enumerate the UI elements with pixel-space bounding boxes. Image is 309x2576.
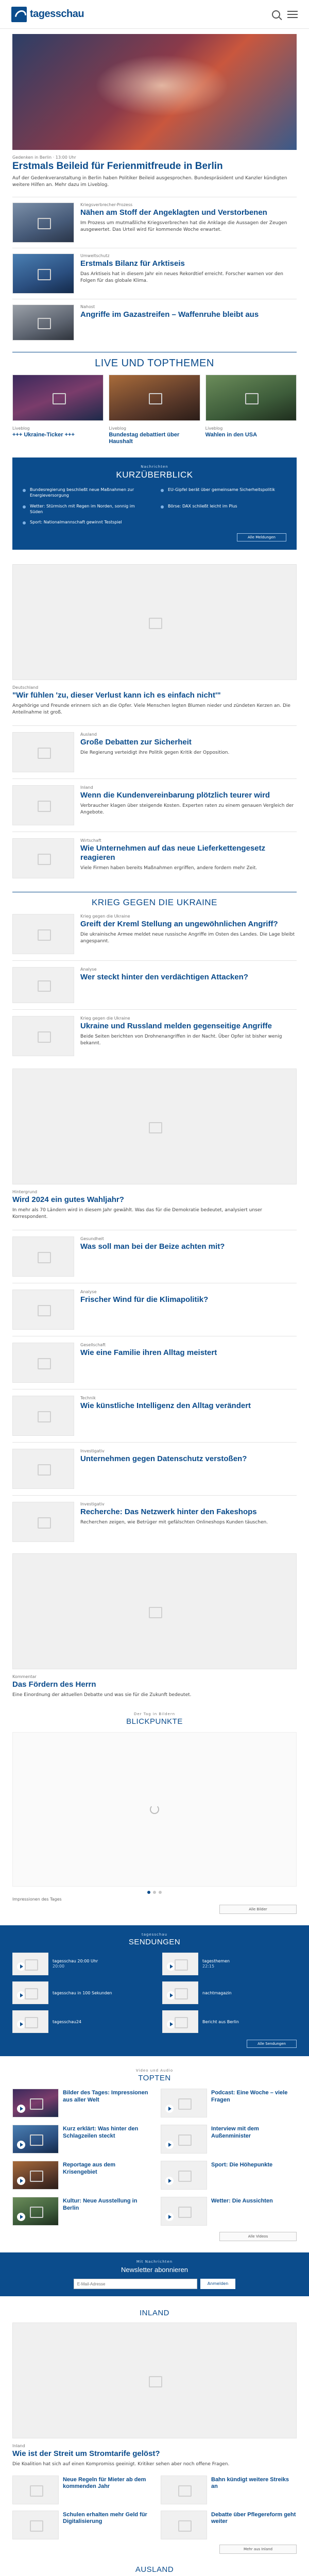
sendung-item[interactable]: tagesschau 20:00 Uhr 20:00 — [12, 1953, 147, 1975]
gallery[interactable] — [12, 1732, 297, 1887]
article-teaser: Angehörige und Freunde erinnern sich an die Opfer. Viele Menschen legten Blumen nieder und zündeten Kerzen an. Die Anteilnahme ist groß. — [12, 703, 290, 716]
list-item[interactable]: Gesundheit Was soll man bei der Beize achten mit? — [12, 1236, 297, 1277]
article-title[interactable]: Unternehmen gegen Datenschutz verstoßen? — [80, 1454, 247, 1464]
live-kicker: Liveblog — [12, 426, 30, 431]
section-title-sendungen: SENDUNGEN — [128, 1938, 181, 1947]
article-image — [12, 732, 74, 772]
kurz-title: KURZÜBERBLICK — [116, 470, 193, 480]
live-tile[interactable] — [12, 375, 104, 445]
newsletter-email-input[interactable] — [74, 2279, 197, 2289]
live-tile[interactable] — [205, 375, 297, 445]
list-item[interactable]: Schulen erhalten mehr Geld für Digitalisierung — [12, 2511, 148, 2539]
list-item[interactable]: Analyse Wer steckt hinter den verdächtigen Attacken? — [12, 967, 297, 1003]
video-item[interactable]: Reportage aus dem Krisengebiet — [12, 2161, 148, 2190]
kurz-kicker: Nachrichten — [141, 465, 168, 469]
article-image — [12, 785, 74, 825]
play-icon — [165, 2141, 174, 2149]
gallery-dots[interactable] — [0, 1891, 309, 1894]
article-title[interactable]: Angriffe im Gazastreifen – Waffenruhe bleibt aus — [80, 310, 259, 319]
play-icon — [17, 2020, 25, 2028]
sendung-item[interactable]: Bericht aus Berlin — [162, 2010, 297, 2033]
bullet-icon — [23, 521, 26, 524]
list-item[interactable] — [12, 202, 297, 243]
inland-image[interactable] — [12, 2323, 297, 2438]
list-item[interactable]: Bahn kündigt weitere Streiks an — [161, 2476, 297, 2504]
page: tagesschau Gedenken in Berlin · 13:00 Uhr Erstmals Beileid für Ferienmitfreude in Berlin Auf der Gedenkveranstaltung in Berlin haben Politiker Beileid ausgesprochen. Bundespräsident und Kanzler kündigten weitere Hilfen an. Mehr dazu im Liveblog. Kriegsverbrecher-Prozess Nähen am Stoff der Angeklagten und Verstorbenen Im Prozess um mutmaßliche Kriegsverbrechen hat die Anklage die Aussagen der Zeugen ausgewertet. Das Urteil wird für kommende Woche erwartet. Umweltschutz Erstmals Bilanz für Arktiseis Das Arktiseis hat in diesem Jahr ein neues Rekordtief erreicht. Forscher warnen vor den Folgen für das globale Klima. Nahost Angriffe im Gazastreifen – Waffenruhe bleibt aus LIVE UND TOPTHEMEN Liveblog +++ Ukraine-Ticker +++ Liveblog Bundestag debattiert über Haushalt Liveblog Wahlen in den USA Nachrichten KURZÜBERBLICK Bundesregierung beschließt neue Maßnahmen zur Energieversorgung EU-Gipfel berät über gemeinsame Sicherheitspolitik Wetter: Stürmisch mit Regen im Norden, sonnig im Süden Börse: DAX schließt leicht im Plus Sport: Nationalmannschaft gewinnt Testspiel Alle Meldungen Deutschland "Wir fühlen 'zu, dieser Verlust kann ich es einfach nicht'" Angehörige und Freunde erinnern sich an die Opfer. Viele Menschen legten Blumen nieder und zündeten Kerzen an. Die Anteilnahme ist groß. Ausland Große Debatten zur Sicherheit Die Regierung verteidigt ihre Politik gegen Kritik der Opposition. Inland Wenn die Kundenvereinbarung plötzlich teurer wird Verbraucher klagen über steigende Kosten. Experten raten zu einem genauen Vergleich der Angebote. Wirtschaft Wie Unternehmen auf das neue Lieferkettengesetz reagieren Viele Firmen haben bereits Maßnahmen ergriffen, andere fordern mehr Zeit. KRIEG GEGEN DIE UKRAINE Krieg gegen die Ukraine Greift der Kreml Stellung an ungewöhnlichen Angriff? Die ukrainische Armee meldet neue russische Angriffe im Osten des Landes. Die Lage bleibt angespannt. Analyse Wer steckt hinter den verdächtigen Attacken? Krieg gegen die Ukraine Ukraine und Russland melden gegenseitige Angriffe Beide Seiten berichten von Drohnenangriffen in der Nacht. Über Opfer ist bisher wenig bekannt. Hintergrund Wird 2024 ein gutes Wahljahr? In mehr als 70 Ländern wird in diesem Jahr gewählt. Was das für die Demokratie bedeutet, analysiert unser Korrespondent. Gesundheit Was soll man bei der Beize achten mit? Analyse Frischer Wind für die Klimapolitik? Gesellschaft Wie eine Familie ihren Alltag meistert Technik Wie künstliche Intelligenz den Alltag verändert Investigativ Unternehmen gegen Datenschutz verstoßen? Investigativ Recherche: Das Netzwerk hinter den Fakeshops Recherchen zeigen, wie Betrüger mit gefälschten Onlineshops Kunden täuschen. Kommentar Das Fördern des Herrn Eine Einordnung der aktuellen Debatte und was sie für die Zukunft bedeutet. Der Tag in Bildern BLICKPUNKTE Impressionen des Tages Alle Bilder tagesschau SENDUNGEN tagesschau 20:00 Uhr 20:00 tagesthemen 22:15 tagesschau in 100 Sekunden nachtmagazin tagesschau24 Bericht aus Berlin Alle Sendungen Video und Audio TOPTEN Bilder des Tages: Impressionen aus aller Welt Podcast: Eine Woche – viele Fragen Kurz erklärt: Was hinter den Schlagzeilen steckt Interview mit dem Außenminister Reportage aus dem Krisengebiet Sport: Die Höhepunkte Kultur: Neue Ausstellung in Berlin Wetter: Die Aussichten Alle Videos Mit Nachrichten Newsletter abonnieren E-Mail-Adresse Anmelden INLAND Inland Wie ist der Streit um Stromtarife gelöst? Die Koalition hat sich auf einen Kompromiss geeinigt. Kritiker sehen aber noch offene Fragen. Neue Regeln für Mieter ab dem kommenden Jahr Bahn kündigt weitere Streiks an Schulen erhalten mehr Geld für Digitalisierung Debatte über Pflegereform geht weiter Mehr aus Inland AUSLAND — [0, 0, 309, 2576]
newsletter-submit-button[interactable]: Anmelden — [200, 2279, 236, 2289]
hero-text — [0, 155, 309, 189]
article-image — [12, 1016, 74, 1056]
video-item[interactable]: Bilder des Tages: Impressionen aus aller Welt — [12, 2089, 148, 2117]
section-title-ukraine: KRIEG GEGEN DIE UKRAINE — [92, 897, 217, 908]
article-image — [12, 838, 74, 878]
article-title[interactable]: Erstmals Bilanz für Arktiseis — [80, 259, 185, 268]
live-image — [205, 375, 297, 421]
article-image — [12, 304, 74, 341]
article-title[interactable]: Wie Unternehmen auf das neue Lieferkettengesetz reagieren — [80, 844, 266, 862]
logo[interactable] — [11, 7, 84, 22]
list-item[interactable]: Investigativ Unternehmen gegen Datenschutz verstoßen? — [12, 1449, 297, 1489]
article-title[interactable]: Frischer Wind für die Klimapolitik? — [80, 1295, 209, 1304]
live-title[interactable]: +++ Ukraine-Ticker +++ — [12, 431, 75, 438]
kurzueberblick-box — [12, 457, 297, 550]
video-item[interactable]: Kurz erklärt: Was hinter den Schlagzeilen steckt — [12, 2125, 148, 2154]
gallery-caption: Impressionen des Tages — [12, 1897, 62, 1902]
newsletter-title: Newsletter abonnieren — [121, 2266, 188, 2274]
sendung-item[interactable]: tagesschau in 100 Sekunden — [12, 1981, 147, 2004]
article-image — [12, 202, 74, 243]
article-image — [12, 253, 74, 294]
bullet-icon — [23, 489, 26, 492]
video-item[interactable]: Interview mit dem Außenminister — [161, 2125, 297, 2154]
article-image — [12, 967, 74, 1003]
article-teaser: Im Prozess um mutmaßliche Kriegsverbrechen hat die Anklage die Aussagen der Zeugen ausgewertet. Das Urteil wird für kommende Woche erwartet. — [80, 220, 287, 232]
list-item[interactable]: Krieg gegen die Ukraine Ukraine und Russland melden gegenseitige Angriffe Beide Seiten berichten von Drohnenangriffen in der Nacht. Über Opfer ist bisher wenig bekannt. — [12, 1016, 297, 1056]
kurz-item[interactable]: EU-Gipfel berät über gemeinsame Sicherheitspolitik — [161, 487, 286, 499]
section-title-ausland: AUSLAND — [135, 2565, 174, 2574]
hero-teaser: Auf der Gedenkveranstaltung in Berlin haben Politiker Beileid ausgesprochen. Bundespräsident und Kanzler kündigten weitere Hilfen an. Mehr dazu im Liveblog. — [12, 175, 287, 188]
kurz-more-button[interactable]: Alle Meldungen — [237, 533, 286, 541]
dossier-title[interactable]: Das Fördern des Herrn — [12, 1680, 96, 1689]
play-icon — [167, 1962, 175, 1971]
article-kicker: Kriegsverbrecher-Prozess — [80, 202, 133, 207]
hero-kicker: Gedenken in Berlin · 13:00 Uhr — [12, 155, 76, 160]
play-icon — [17, 2141, 25, 2149]
live-kicker: Liveblog — [109, 426, 126, 431]
live-title[interactable]: Wahlen in den USA — [205, 431, 258, 438]
list-item[interactable]: Debatte über Pflegereform geht weiter — [161, 2511, 297, 2539]
article-image — [12, 1290, 74, 1330]
gallery-dot[interactable] — [153, 1891, 156, 1894]
play-icon — [17, 2177, 25, 2185]
inland-lead-title[interactable]: Wie ist der Streit um Stromtarife gelöst? — [12, 2449, 160, 2459]
article-image — [12, 1396, 74, 1436]
article-title[interactable]: Nähen am Stoff der Angeklagten und Verstorbenen — [80, 208, 267, 217]
feature-title[interactable]: Wird 2024 ein gutes Wahljahr? — [12, 1195, 124, 1205]
article-image-large[interactable] — [12, 564, 297, 680]
video-item[interactable]: Kultur: Neue Ausstellung in Berlin — [12, 2197, 148, 2226]
kurz-item[interactable]: Börse: DAX schließt leicht im Plus — [161, 504, 286, 515]
section-title-live: LIVE UND TOPTHEMEN — [95, 357, 214, 369]
inland-more-button[interactable]: Mehr aus Inland — [219, 2545, 297, 2554]
live-image — [12, 375, 104, 421]
article-teaser: Das Arktiseis hat in diesem Jahr ein neues Rekordtief erreicht. Forscher warnen vor den Folgen für das globale Klima. — [80, 271, 283, 283]
sendungen-more-button[interactable]: Alle Sendungen — [247, 2040, 297, 2048]
article-title[interactable]: Wie künstliche Intelligenz den Alltag verändert — [80, 1401, 251, 1411]
search-icon[interactable] — [272, 10, 280, 19]
hero-image[interactable] — [12, 34, 297, 150]
play-icon — [167, 2020, 175, 2028]
live-kicker: Liveblog — [205, 426, 223, 431]
play-icon — [167, 1991, 175, 1999]
video-item[interactable]: Sport: Die Höhepunkte — [161, 2161, 297, 2190]
article-title[interactable]: Wie eine Familie ihren Alltag meistert — [80, 1348, 217, 1358]
article-image — [12, 1236, 74, 1277]
logo-icon — [11, 7, 27, 22]
article-title[interactable]: Was soll man bei der Beize achten mit? — [80, 1242, 225, 1251]
play-icon — [17, 1991, 25, 1999]
blickpunkte-kicker: Der Tag in Bildern — [133, 1712, 176, 1717]
live-image — [109, 375, 200, 421]
article-image — [12, 1449, 74, 1489]
list-item[interactable]: Neue Regeln für Mieter ab dem kommenden Jahr — [12, 2476, 148, 2504]
menu-icon[interactable] — [287, 11, 298, 18]
article-title[interactable]: Ukraine und Russland melden gegenseitige Angriffe — [80, 1022, 272, 1031]
list-item[interactable]: Inland Wenn die Kundenvereinbarung plötzlich teurer wird Verbraucher klagen über steigende Kosten. Experten raten zu einem genauen Vergleich der Angebote. — [12, 785, 297, 825]
article-title[interactable]: Wenn die Kundenvereinbarung plötzlich teurer wird — [80, 791, 270, 800]
list-item[interactable]: Technik Wie künstliche Intelligenz den Alltag verändert — [12, 1396, 297, 1436]
list-item[interactable]: Analyse Frischer Wind für die Klimapolitik? — [12, 1290, 297, 1330]
bullet-icon — [161, 489, 164, 492]
article-title[interactable]: Große Debatten zur Sicherheit — [80, 738, 192, 747]
video-item[interactable]: Podcast: Eine Woche – viele Fragen — [161, 2089, 297, 2117]
logo-text: tagesschau — [30, 8, 84, 20]
sendungen-box: tagesschau SENDUNGEN tagesschau 20:00 Uhr 20:00 tagesthemen 22:15 tagesschau in 100 Sekunden nachtmagazin tagesschau24 Bericht aus Berlin Alle Sendungen — [0, 1925, 309, 2056]
gallery-dot[interactable] — [159, 1891, 162, 1894]
feature-image-large[interactable] — [12, 1069, 297, 1184]
loading-spinner-icon — [150, 1805, 159, 1814]
play-icon — [17, 2105, 25, 2113]
newsletter-box: Mit Nachrichten Newsletter abonnieren E-Mail-Adresse Anmelden — [0, 2252, 309, 2296]
sendung-item[interactable]: tagesschau24 — [12, 2010, 147, 2033]
play-icon — [17, 1962, 25, 1971]
sendung-item[interactable]: tagesthemen 22:15 — [162, 1953, 297, 1975]
sendung-item[interactable]: nachtmagazin — [162, 1981, 297, 2004]
kurz-item[interactable]: Wetter: Stürmisch mit Regen im Norden, sonnig im Süden — [23, 504, 148, 515]
article-title[interactable]: Wer steckt hinter den verdächtigen Attacken? — [80, 973, 248, 982]
list-item[interactable] — [12, 253, 297, 294]
list-item[interactable]: Wirtschaft Wie Unternehmen auf das neue Lieferkettengesetz reagieren Viele Firmen haben bereits Maßnahmen ergriffen, andere fordern mehr Zeit. — [12, 838, 297, 878]
article-kicker: Deutschland — [12, 685, 39, 690]
video-item[interactable]: Wetter: Die Aussichten — [161, 2197, 297, 2226]
gallery-dot[interactable] — [147, 1891, 150, 1894]
article-title[interactable]: Recherche: Das Netzwerk hinter den Fakeshops — [80, 1507, 257, 1517]
play-icon — [165, 2213, 174, 2221]
section-title-topten: TOPTEN — [138, 2074, 171, 2083]
list-item[interactable]: Investigativ Recherche: Das Netzwerk hinter den Fakeshops Recherchen zeigen, wie Betrüger mit gefälschten Onlineshops Kunden täuschen. — [12, 1502, 297, 1542]
site-header — [0, 0, 309, 29]
article-title[interactable]: "Wir fühlen 'zu, dieser Verlust kann ich es einfach nicht'" — [12, 691, 221, 700]
article-image — [12, 1343, 74, 1383]
article-kicker: Umweltschutz — [80, 253, 110, 258]
dossier-image[interactable] — [12, 1553, 297, 1669]
kurz-item[interactable]: Bundesregierung beschließt neue Maßnahmen zur Energieversorgung — [23, 487, 148, 499]
topten-more-button[interactable]: Alle Videos — [219, 2232, 297, 2241]
play-icon — [17, 2213, 25, 2221]
play-icon — [165, 2105, 174, 2113]
list-item[interactable]: Gesellschaft Wie eine Familie ihren Alltag meistert — [12, 1343, 297, 1383]
bullet-icon — [161, 505, 164, 509]
blickpunkte-more-button[interactable]: Alle Bilder — [219, 1905, 297, 1914]
article-kicker: Nahost — [80, 304, 95, 309]
article-image — [12, 1502, 74, 1542]
play-icon — [165, 2177, 174, 2185]
live-tile[interactable] — [109, 375, 200, 445]
live-title[interactable]: Bundestag debattiert über Haushalt — [109, 431, 180, 445]
kurz-item[interactable]: Sport: Nationalmannschaft gewinnt Testspiel — [23, 520, 148, 526]
list-item[interactable]: Ausland Große Debatten zur Sicherheit Die Regierung verteidigt ihre Politik gegen Kritik der Opposition. — [12, 732, 297, 772]
article-image — [12, 914, 74, 954]
section-title-blickpunkte: BLICKPUNKTE — [126, 1717, 183, 1726]
bullet-icon — [23, 505, 26, 509]
list-item[interactable] — [12, 304, 297, 341]
article-lead — [0, 685, 309, 716]
list-item[interactable]: Krieg gegen die Ukraine Greift der Kreml Stellung an ungewöhnlichen Angriff? Die ukrainische Armee meldet neue russische Angriffe im Osten des Landes. Die Lage bleibt angespannt. — [12, 914, 297, 954]
hero-title[interactable]: Erstmals Beileid für Ferienmitfreude in Berlin — [12, 161, 223, 172]
section-title-inland: INLAND — [139, 2309, 169, 2318]
article-title[interactable]: Greift der Kreml Stellung an ungewöhnlichen Angriff? — [80, 920, 278, 929]
